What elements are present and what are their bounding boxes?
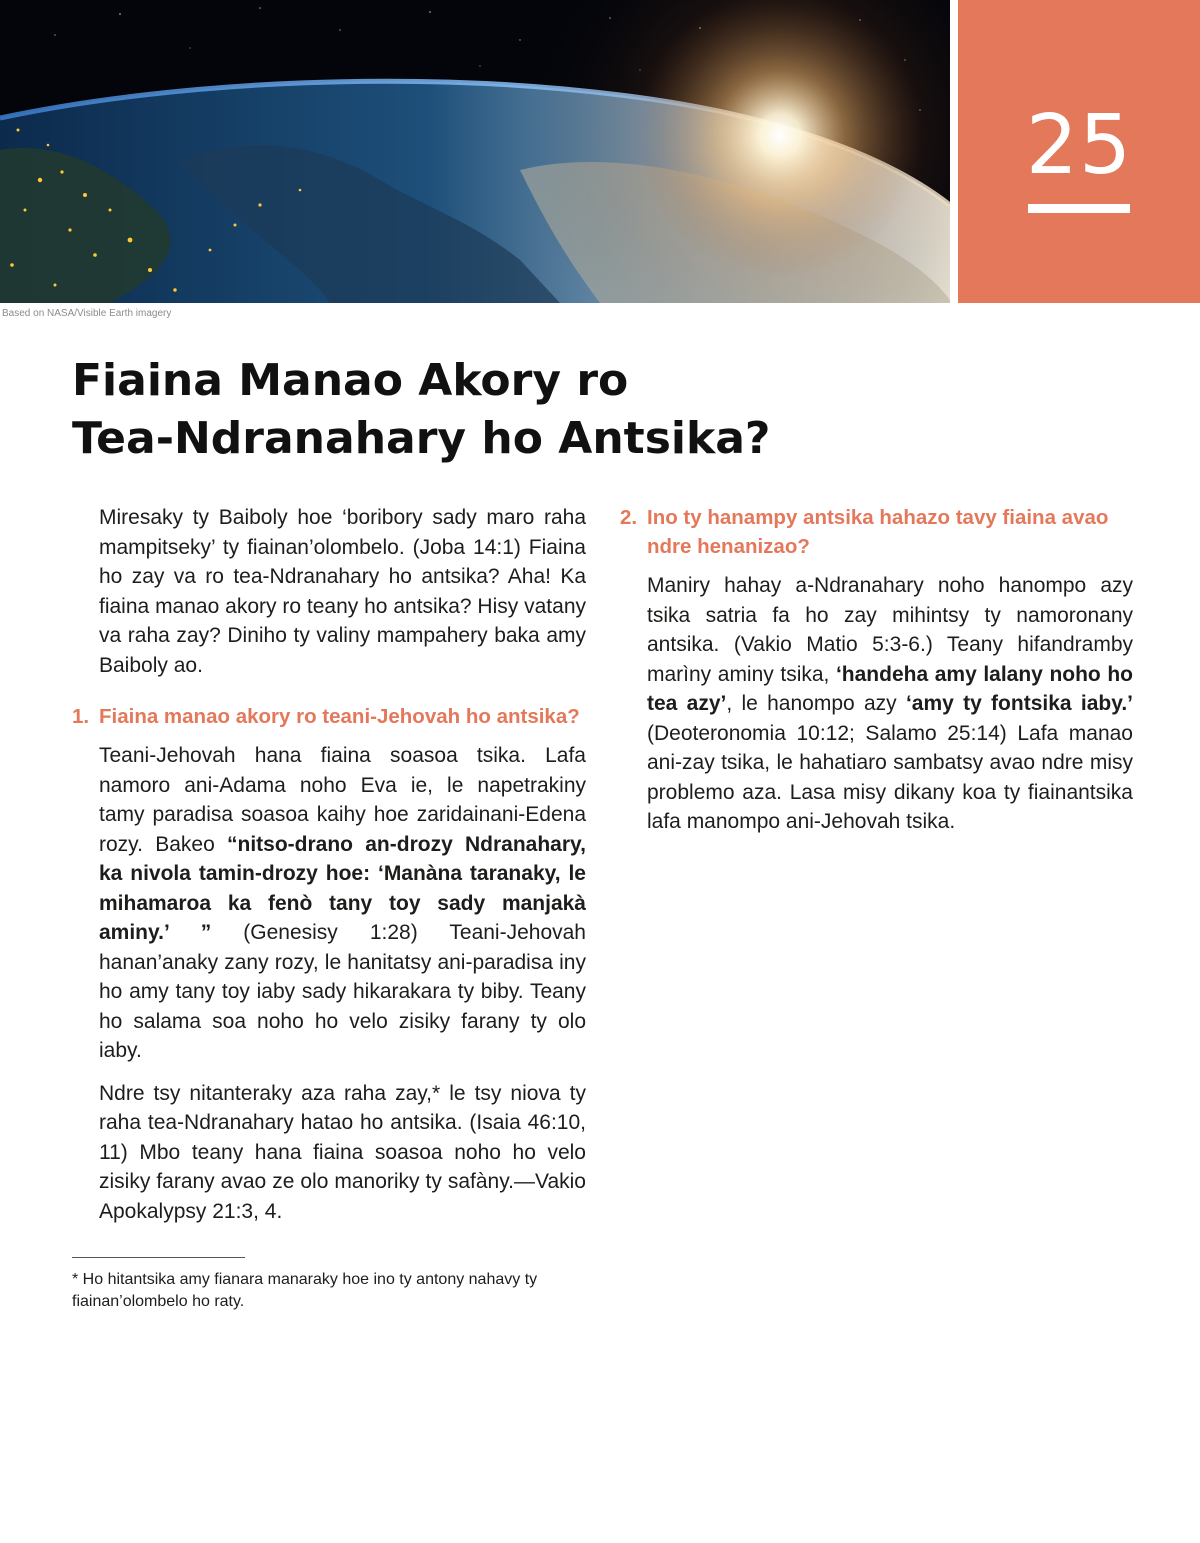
question-2-number: 2. (620, 506, 638, 529)
answer-1-text-c: (Genesisy 1:28) Teani-Jehovah hanan’anaky zany rozy, le hanitatsy ani-paradisa iny ho amy tany toy iaby sady hikarakara ty biby. Teany ho salama soa noho ho velo zisiky farany ty olo iaby. (99, 921, 586, 1062)
answer-2-text-c: , le hanompo azy (726, 692, 906, 715)
question-1 (72, 702, 586, 731)
lesson-number: 25 (1025, 98, 1133, 193)
earth-from-space-illustration (0, 0, 950, 303)
image-credit: Based on NASA/Visible Earth imagery (2, 308, 172, 319)
question-1-text: Fiaina manao akory ro teani-Jehovah ho antsika? (99, 705, 580, 728)
question-1-number: 1. (72, 705, 90, 728)
question-2 (620, 503, 1133, 561)
footnote: * Ho hitantsika amy fianara manaraky hoe ino ty antony nahavy ty fiainan’olombelo ho raty. (72, 1271, 538, 1310)
answer-1-paragraph-2: Ndre tsy nitanteraky aza raha zay,* le tsy niova ty raha tea-Ndranahary hatao ho antsika. (Isaia 46:10, 11) Mbo teany hana fiaina soasoa noho ho velo zisiky farany avao ze olo manoriky ty safàny.—Vakio Apokalypsy 21:3, 4. (99, 1081, 586, 1223)
answer-1-paragraph-1 (99, 741, 586, 1066)
answer-2-paragraph (647, 571, 1133, 837)
title-line-2: Tea-Ndranahary ho Antsika? (72, 413, 771, 464)
lesson-number-badge (958, 0, 1200, 303)
title-line-1: Fiaina Manao Akory ro (72, 355, 629, 406)
answer-1-text-a: Teani-Jehovah hana fiaina soasoa tsika. Lafa namoro ani-Adama noho Eva ie, le napetrakiny tamy paradisa soasoa kaihy hoe zaridainani-Edena rozy. Bakeo (99, 744, 586, 856)
answer-2-text-e: (Deoteronomia 10:12; Salamo 25:14) Lafa manao ani-zay tsika, le hahatiaro sambatsy avao ndre misy problemo aza. Lasa misy dikany koa ty fiainantsika lafa manompo ani-Jehovah tsika. (647, 721, 1133, 833)
answer-2-text-a: Maniry hahay a-Ndranahary noho hanompo azy tsika satria fa ho zay mihintsy ty namoronany antsika. (Vakio Matio 5:3-6.) Teany hifandramby marìny aminy tsika, (647, 574, 1133, 686)
hero-image (0, 0, 950, 303)
right-column (620, 503, 1133, 850)
intro-paragraph: Miresaky ty Baiboly hoe ‘boribory sady maro raha mampitseky’ ty fiainan’olombelo. (Joba 14:1) Fiaina ho zay va ro tea-Ndranahary ho antsika? Aha! Ka fiaina manao akory ro teany ho antsika? Hisy vatany va raha zay? Diniho ty valiny mampahery baka amy Baiboly ao. (99, 506, 586, 677)
answer-2-quote-2: ‘amy ty fontsika iaby.’ (905, 692, 1133, 715)
question-2-text: Ino ty hanampy antsika hahazo tavy fiaina avao ndre henanizao? (647, 506, 1109, 558)
left-column (72, 503, 586, 1239)
footnote-divider (72, 1257, 245, 1258)
answer-1-quote: “nitso-drano an-drozy Ndranahary, ka nivola tamin-drozy hoe: ‘Manàna taranaky, le mihamaroa ka fenò tany toy sady manjakà aminy.’ ” (99, 832, 586, 944)
answer-2-quote-1: ‘handeha amy lalany noho ho tea azy’ (647, 662, 1133, 715)
badge-underline (1028, 204, 1130, 213)
lesson-title (72, 352, 972, 468)
